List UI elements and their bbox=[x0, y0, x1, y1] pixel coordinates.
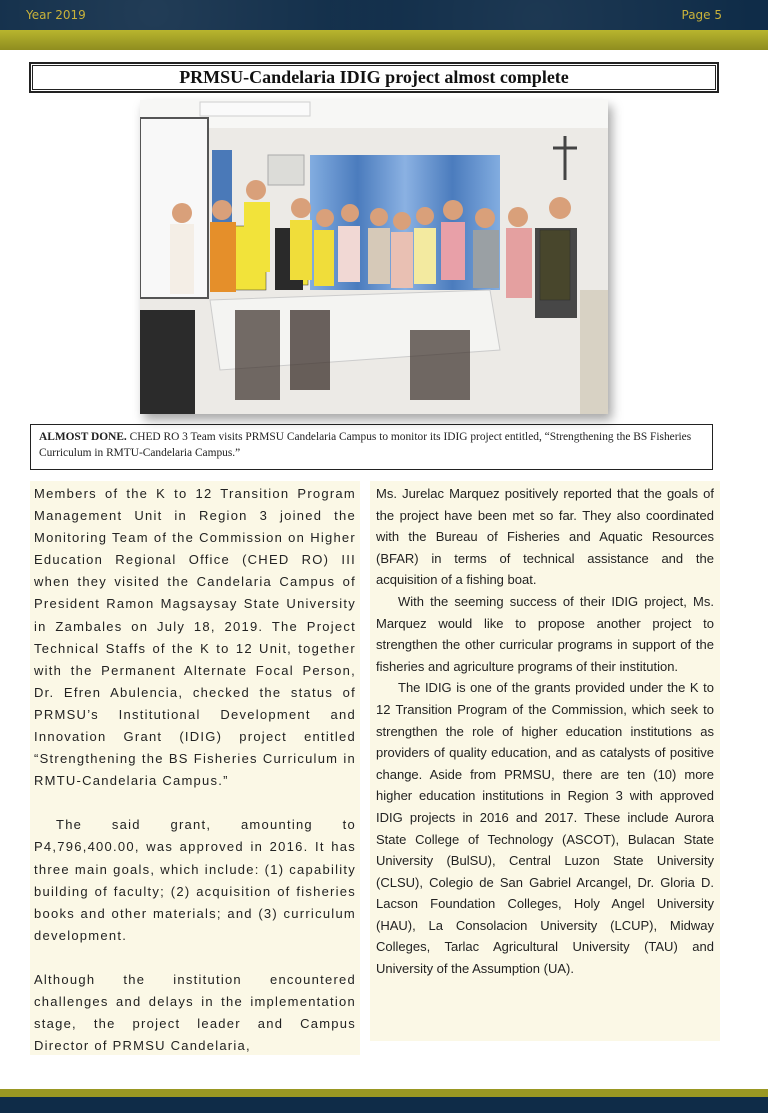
group-photo-illustration bbox=[140, 100, 608, 414]
caption-text: CHED RO 3 Team visits PRMSU Candelaria Campus to monitor its IDIG project entitled, “Strengthening the BS Fisheries Curriculum in RMTU-Candelaria Campus.” bbox=[39, 431, 692, 459]
footer-bar bbox=[0, 1097, 768, 1113]
article-paragraph: The said grant, amounting to P4,796,400.00, was approved in 2016. It has three main goals, which include: (1) capability building of faculty; (2) acquisition of fisheries books and other materials; and (3) curriculum development. bbox=[34, 817, 356, 943]
article-column-right bbox=[370, 481, 720, 1041]
caption-lead: ALMOST DONE. bbox=[39, 431, 127, 443]
article-paragraph: With the seeming success of their IDIG project, Ms. Marquez would like to propose another project to strengthen the other curricular programs in support of the fisheries and agriculture programs of their institution. bbox=[376, 593, 714, 674]
footer-accent-bar bbox=[0, 1089, 768, 1097]
page-header bbox=[0, 0, 768, 30]
header-page-number: Page 5 bbox=[681, 8, 722, 22]
article-paragraph: Members of the K to 12 Transition Program Management Unit in Region 3 joined the Monitoring Team of the Commission on Higher Education Regional Office (CHED RO) III when they visited the Candelaria Campus of President Ramon Magsaysay State University in Zambales on July 18, 2019. The Project Technical Staffs of the K to 12 Unit, together with the Permanent Alternate Focal Person, Dr. Efren Abulencia, checked the status of PRMSU’s Institutional Development and Innovation Grant (IDIG) project entitled “Strengthening the BS Fisheries Curriculum in RMTU-Candelaria Campus.” bbox=[34, 486, 356, 789]
article-paragraph: Although the institution encountered challenges and delays in the implementation stage, the project leader and Campus Director of PRMSU Candelaria, bbox=[34, 971, 356, 1054]
photo-caption bbox=[30, 424, 713, 470]
article-title: PRMSU-Candelaria IDIG project almost complete bbox=[179, 67, 569, 87]
group-photo bbox=[140, 100, 608, 414]
article-paragraph: The IDIG is one of the grants provided under the K to 12 Transition Program of the Commission, which seek to strengthen the role of higher education institutions as providers of quality education, and as catalysts of positive change. Aside from PRMSU, there are ten (10) more higher education institutions in Region 3 with approved IDIG projects in 2016 and 2017. These include Aurora State College of Technology (ASCOT), Bulacan State University (BulSU), Central Luzon State University (CLSU), Colegio de San Gabriel Arcangel, Dr. Gloria D. Lacson Foundation Colleges, Holy Angel University (HAU), La Consolacion University (LCUP), Midway Colleges, Tarlac Agricultural University (TAU) and University of the Assumption (UA). bbox=[376, 680, 714, 977]
article-column-left bbox=[30, 481, 360, 1055]
header-year: Year 2019 bbox=[26, 8, 86, 22]
header-accent-bar bbox=[0, 30, 768, 50]
article-title-box bbox=[29, 62, 719, 93]
article-paragraph: Ms. Jurelac Marquez positively reported that the goals of the project have been met so far. They also coordinated with the Bureau of Fisheries and Aquatic Resources (BFAR) in terms of technical assistance and the acquisition of a fishing boat. bbox=[376, 486, 714, 588]
